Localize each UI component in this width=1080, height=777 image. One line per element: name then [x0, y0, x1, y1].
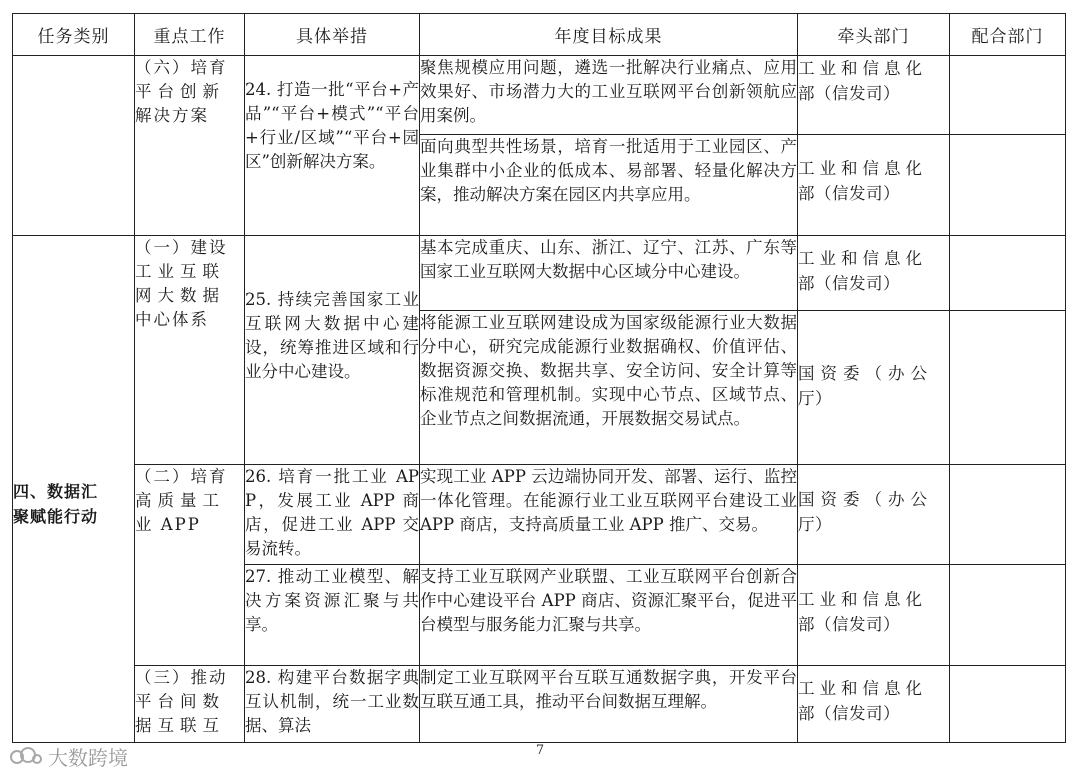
goal-cell: 基本完成重庆、山东、浙江、辽宁、江苏、广东等国家工业互联网大数据中心区域分中心建设。 [420, 236, 798, 311]
lead-department-cell [798, 565, 950, 666]
lead-line: 部（信发司） [798, 84, 900, 103]
key-work-line: 据互联互 [135, 716, 225, 735]
key-work-cell [135, 236, 245, 465]
task-category-cell [13, 236, 135, 743]
category-line: 四、数据汇 [13, 482, 99, 501]
table-row [13, 56, 1066, 135]
lead-line: 工业和信息化 [798, 159, 927, 178]
watermark-logo-icon [8, 744, 44, 768]
header-row [13, 14, 1066, 56]
lead-department-cell [798, 135, 950, 236]
lead-department-cell [798, 666, 950, 743]
category-cell-empty [13, 135, 135, 236]
lead-line: 工业和信息化 [798, 59, 927, 78]
page-number: 7 [535, 743, 545, 758]
key-work-line: （二）培育 [135, 467, 228, 486]
lead-line: 部（信发司） [798, 615, 900, 634]
key-work-line: 网大数据 [135, 286, 225, 305]
table-row [13, 666, 1066, 743]
measure-cell: 24. 打造一批“平台+产品”“平台+模式”“平台+行业/区域”“平台+园区”创新解决方案。 [245, 56, 420, 236]
lead-line: 部（信发司） [798, 184, 900, 203]
goal-cell: 实现工业 APP 云边端协同开发、部署、运行、监控一体化管理。在能源行业工业互联网平台建设工业 APP 商店，支持高质量工业 APP 推广、交易。 [420, 465, 798, 565]
support-department-cell [950, 565, 1066, 666]
lead-line: 部（信发司） [798, 274, 900, 293]
category-line: 聚赋能行动 [13, 507, 99, 526]
lead-department-cell [798, 236, 950, 311]
watermark-text: 大数跨境 [48, 745, 128, 770]
lead-department-cell [798, 311, 950, 465]
watermark [8, 741, 128, 771]
key-work-cell [135, 56, 245, 236]
table-row [13, 236, 1066, 311]
key-work-line: 工业互联 [135, 262, 225, 281]
support-department-cell [950, 236, 1066, 311]
goal-cell: 制定工业互联网平台互联互通数据字典，开发平台互联互通工具，推动平台间数据互理解。 [420, 666, 798, 743]
support-department-cell [950, 311, 1066, 465]
header-lead-department: 牵头部门 [798, 14, 950, 56]
goal-cell: 将能源工业互联网建设成为国家级能源行业大数据分中心，研究完成能源行业数据确权、价值评估、数据资源交换、数据共享、安全访问、安全计算等标准规范和管理机制。实现中心节点、区域节点、企业节点之间数据流通，开展数据交易试点。 [420, 311, 798, 465]
table-row [13, 465, 1066, 565]
header-annual-goals: 年度目标成果 [420, 14, 798, 56]
goal-cell: 面向典型共性场景，培育一批适用于工业园区、产业集群中小企业的低成本、易部署、轻量化解决方案，推动解决方案在园区内共享应用。 [420, 135, 798, 236]
work-plan-table [12, 13, 1066, 743]
header-specific-measures: 具体举措 [245, 14, 420, 56]
support-department-cell [950, 56, 1066, 135]
lead-line: 国资委（办公 [798, 364, 933, 383]
key-work-line: 中心体系 [135, 310, 209, 329]
lead-line: 厅） [798, 515, 832, 534]
key-work-line: （六）培育 [135, 58, 228, 77]
support-department-cell [950, 465, 1066, 565]
key-work-line: （三）推动 [135, 668, 228, 687]
measure-cell: 27. 推动工业模型、解决方案资源汇聚与共享。 [245, 565, 420, 666]
lead-department-cell [798, 465, 950, 565]
category-cell-empty [13, 56, 135, 135]
key-work-line: 高质量工 [135, 491, 225, 510]
lead-line: 工业和信息化 [798, 249, 927, 268]
measure-cell: 28. 构建平台数据字典互认机制，统一工业数据、算法 [245, 666, 420, 743]
measure-cell: 26. 培育一批工业 APP，发展工业 APP 商店，促进工业 APP 交易流转。 [245, 465, 420, 565]
lead-line: 厅） [798, 389, 832, 408]
support-department-cell [950, 135, 1066, 236]
key-work-line: 解决方案 [135, 106, 209, 125]
lead-line: 部（信发司） [798, 704, 900, 723]
goal-cell: 支持工业互联网产业联盟、工业互联网平台创新合作中心建设平台 APP 商店、资源汇聚平台，促进平台模型与服务能力汇聚与共享。 [420, 565, 798, 666]
lead-line: 工业和信息化 [798, 679, 927, 698]
header-support-department: 配合部门 [950, 14, 1066, 56]
key-work-line: （一）建设 [135, 238, 228, 257]
support-department-cell [950, 666, 1066, 743]
key-work-line: 平台间数 [135, 692, 225, 711]
header-key-work: 重点工作 [135, 14, 245, 56]
measure-cell: 25. 持续完善国家工业互联网大数据中心建设，统筹推进区域和行业分中心建设。 [245, 236, 420, 465]
header-task-category: 任务类别 [13, 14, 135, 56]
lead-line: 工业和信息化 [798, 590, 927, 609]
goal-cell: 聚焦规模应用问题，遴选一批解决行业痛点、应用效果好、市场潜力大的工业互联网平台创新领航应用案例。 [420, 56, 798, 135]
lead-department-cell [798, 56, 950, 135]
key-work-line: 业 APP [135, 515, 201, 534]
lead-line: 国资委（办公 [798, 490, 933, 509]
key-work-line: 平台创新 [135, 82, 225, 101]
key-work-cell [135, 666, 245, 743]
key-work-cell [135, 465, 245, 666]
